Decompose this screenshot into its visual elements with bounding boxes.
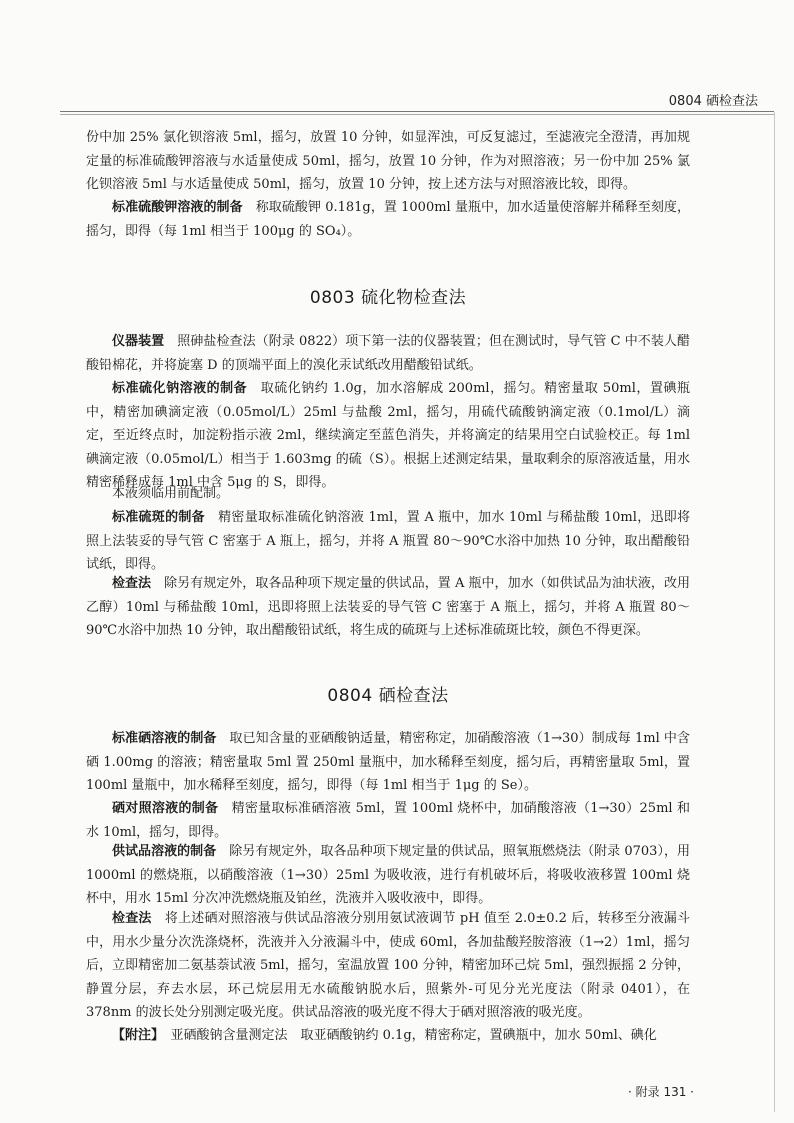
paragraph (86, 377, 690, 495)
paragraph-lead: 标准硫化钠溶液的制备 (112, 381, 248, 396)
paragraph-lead: 标准硒溶液的制备 (112, 731, 217, 746)
header-rule (60, 111, 774, 112)
paragraph-lead: 仪器装置 (112, 334, 165, 349)
paragraph-text: 份中加 25% 氯化钡溶液 5ml，摇匀，放置 10 分钟，如显浑浊，可反复滤过，至滤液完全澄清，再加规定量的标准硫酸钾溶液与水适量使成 50ml，摇匀，放置 10 分钟，作为对照溶液；另一份中加 25% 氯化钡溶液 5ml 与水适量使成 50ml，摇匀，放置 10 分钟，按上述方法与对照溶液比较，即得。 (86, 130, 690, 192)
section-title: 0804 硒检查法 (327, 686, 449, 706)
paragraph (86, 196, 690, 243)
paragraph (86, 506, 690, 577)
paragraph-text: 照砷盐检查法（附录 0822）项下第一法的仪器装置；但在测试时，导气管 C 中不装人醋酸铅棉花，并将旋塞 D 的顶端平面上的溴化汞试纸改用醋酸铅试纸。 (86, 334, 690, 373)
paragraph-lead: 检查法 (112, 911, 152, 926)
paragraph (86, 727, 690, 798)
paragraph-lead: 供试品溶液的制备 (112, 844, 217, 859)
paragraph-lead: 【附注】 (112, 1028, 158, 1043)
paragraph (86, 840, 690, 911)
running-head: 0804 硒检查法 (668, 94, 758, 109)
paragraph (86, 572, 690, 643)
paragraph-text: 本液须临用前配制。 (112, 486, 230, 501)
paragraph-lead: 标准硫酸钾溶液的制备 (112, 200, 243, 215)
paragraph (86, 907, 690, 1025)
paragraph-text: 精密量取标准硒溶液 5ml，置 100ml 烧杯中，加硝酸溶液（1→30）25ml 和水 10ml，摇匀，即得。 (86, 801, 690, 840)
paragraph-text: 亚硒酸钠含量测定法 取亚硒酸钠约 0.1g，精密称定，置碘瓶中，加水 50ml、碘化 (157, 1028, 657, 1043)
section-title: 0803 硫化物检查法 (309, 288, 467, 308)
paragraph-text: 取硫化钠约 1.0g，加水溶解成 200ml，摇匀。精密量取 50ml，置碘瓶中，精密加碘滴定液（0.05mol/L）25ml 与盐酸 2ml，摇匀，用硫代硫酸钠滴定液（0.1mol/L）滴定，至近终点时，加淀粉指示液 2ml，继续滴定至蓝色消失，并将滴定的结果用空白试验校正。每 1ml 碘滴定液（0.05mol/L）相当于 1.603mg 的硫（S）。根据上述测定结果，量取剩余的原溶液适量，用水精密稀释成每 1ml 中含 5μg 的 S，即得。 (86, 381, 690, 490)
right-margin-rule (774, 112, 775, 1112)
paragraph-lead: 硒对照溶液的制备 (112, 801, 219, 816)
paragraph (86, 797, 690, 844)
paragraph (86, 330, 690, 377)
page-number: · 附录 131 · (628, 1085, 694, 1099)
paragraph (86, 482, 690, 506)
paragraph-text: 取已知含量的亚硒酸钠适量，精密称定，加硝酸溶液（1→30）制成每 1ml 中含硒 1.00mg 的溶液；精密量取 5ml 置 250ml 量瓶中，加水稀释至刻度，摇匀后，再精密量取 5ml，置 100ml 量瓶中，加水稀释至刻度，摇匀，即得（每 1ml 相当于 1μg 的 Se）。 (86, 731, 690, 793)
paragraph-text: 除另有规定外，取各品种项下规定量的供试品，置 A 瓶中，加水（如供试品为油状液，改用乙醇）10ml 与稀盐酸 10ml，迅即将照上法装妥的导气管 C 密塞于 A 瓶上，摇匀，并将 A 瓶置 80～90℃水浴中加热 10 分钟，取出醋酸铅试纸，将生成的硫斑与上述标准硫斑比较，颜色不得更深。 (86, 576, 690, 638)
paragraph-text: 除另有规定外，取各品种项下规定量的供试品，照氧瓶燃烧法（附录 0703），用 1000ml 的燃烧瓶，以硝酸溶液（1→30）25ml 为吸收液，进行有机破坏后，将吸收液移置 100ml 烧杯中，用水 15ml 分次冲洗燃烧瓶及铂丝，洗液并入吸收液中，即得。 (86, 844, 690, 906)
paragraph-lead: 标准硫斑的制备 (112, 510, 205, 525)
paragraph-text: 精密量取标准硫化钠溶液 1ml，置 A 瓶中，加水 10ml 与稀盐酸 10ml，迅即将照上法装妥的导气管 C 密塞于 A 瓶上，摇匀，并将 A 瓶置 80～90℃水浴中加热 10 分钟，取出醋酸铅试纸，即得。 (86, 510, 690, 572)
header-rule-secondary (60, 114, 774, 115)
paragraph-text: 称取硫酸钾 0.181g，置 1000ml 量瓶中，加水适量使溶解并稀释至刻度，摇匀，即得（每 1ml 相当于 100μg 的 SO₄）。 (86, 200, 690, 239)
paragraph-text: 将上述硒对照溶液与供试品溶液分别用氨试液调节 pH 值至 2.0±0.2 后，转移至分液漏斗中，用水少量分次洗涤烧杯，洗液并入分液漏斗中，使成 60ml，各加盐酸羟胺溶液（1→2）1ml，摇匀后，立即精密加二氨基萘试液 5ml，摇匀，室温放置 100 分钟，精密加环己烷 5ml，强烈振摇 2 分钟，静置分层，弃去水层，环己烷层用无水硫酸钠脱水后，照紫外-可见分光光度法（附录 0401），在 378nm 的波长处分别测定吸光度。供试品溶液的吸光度不得大于硒对照溶液的吸光度。 (86, 911, 690, 1020)
paragraph-lead: 检查法 (112, 576, 152, 591)
paragraph (86, 1024, 690, 1048)
paragraph (86, 126, 690, 197)
